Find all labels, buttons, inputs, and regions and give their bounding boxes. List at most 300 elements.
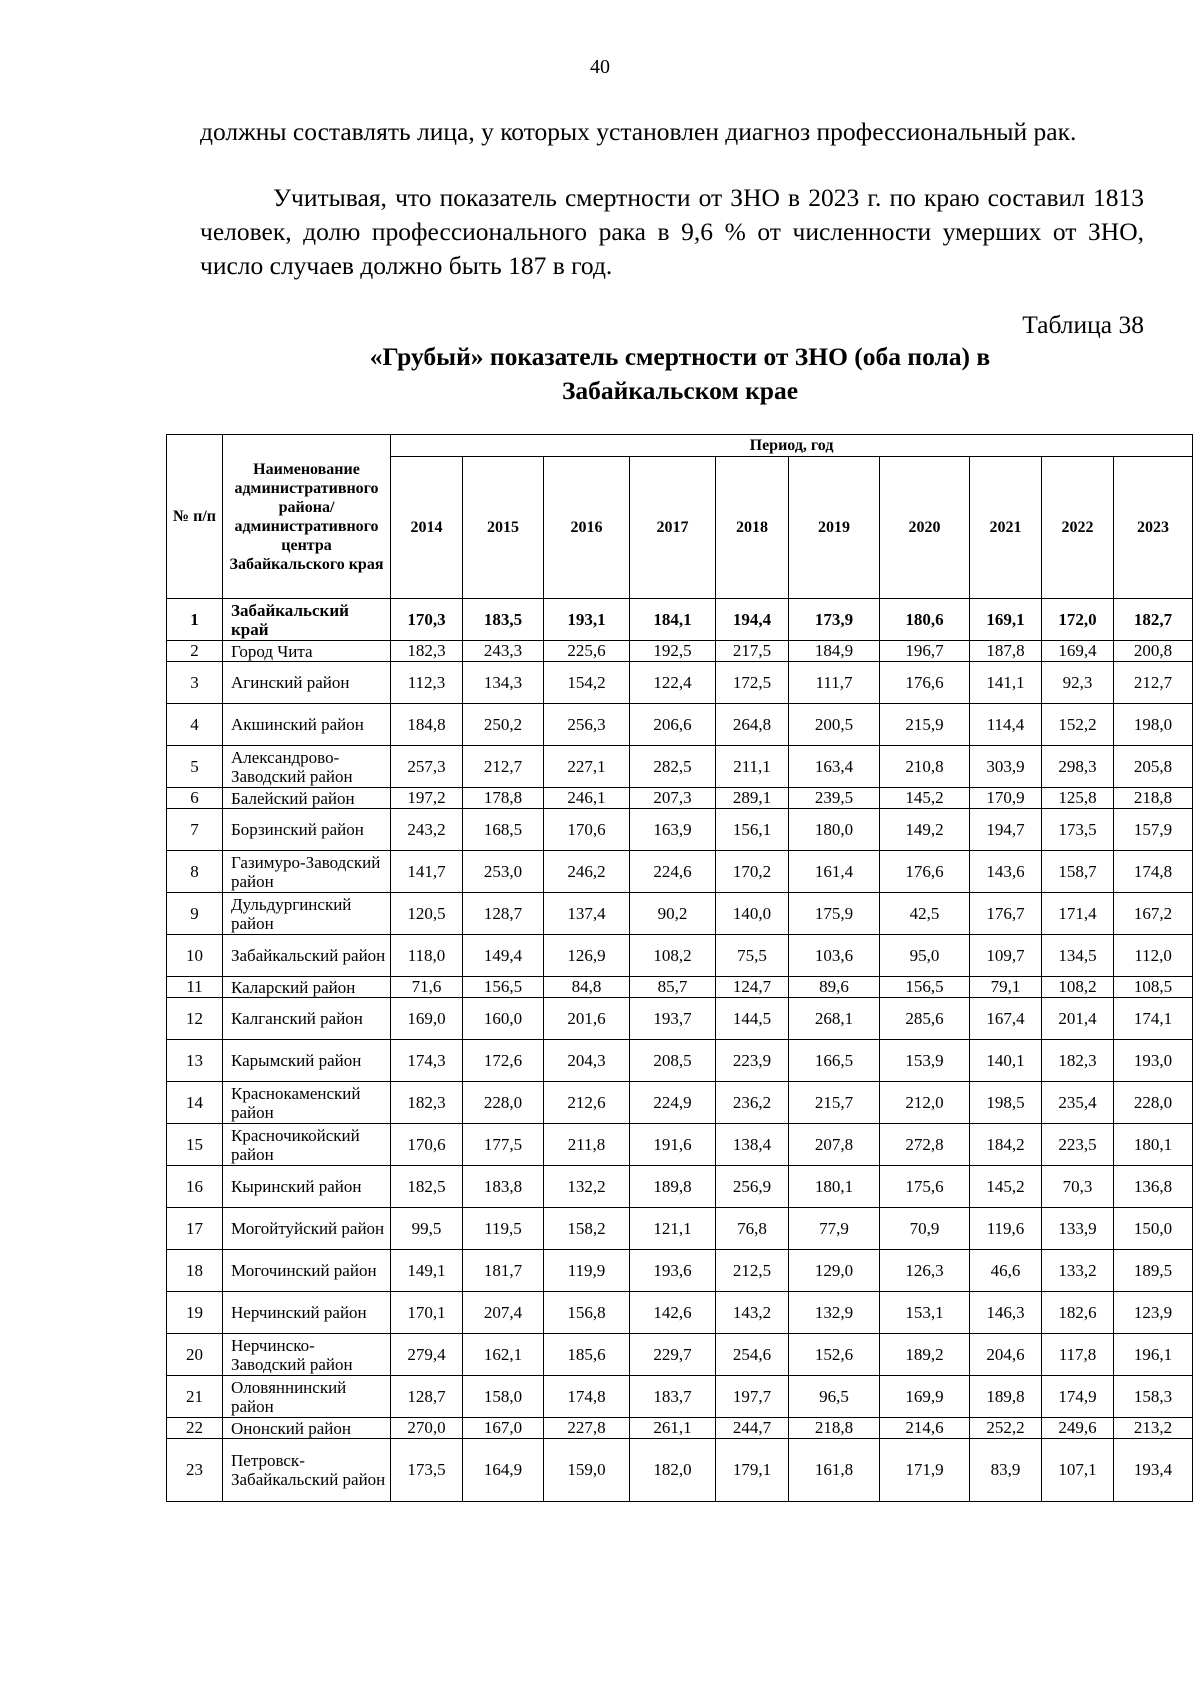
row-value: 158,2 bbox=[544, 1208, 630, 1250]
row-value: 196,1 bbox=[1114, 1334, 1193, 1376]
table-row bbox=[167, 1292, 1193, 1334]
row-value: 173,5 bbox=[1042, 809, 1114, 851]
row-value: 204,6 bbox=[970, 1334, 1042, 1376]
row-number: 21 bbox=[167, 1376, 223, 1418]
row-value: 197,7 bbox=[716, 1376, 789, 1418]
row-value: 243,3 bbox=[463, 641, 544, 662]
row-value: 169,0 bbox=[391, 998, 463, 1040]
row-value: 145,2 bbox=[880, 788, 970, 809]
row-value: 142,6 bbox=[630, 1292, 716, 1334]
row-value: 119,9 bbox=[544, 1250, 630, 1292]
row-value: 138,4 bbox=[716, 1124, 789, 1166]
row-value: 152,6 bbox=[789, 1334, 880, 1376]
row-value: 153,9 bbox=[880, 1040, 970, 1082]
row-value: 228,0 bbox=[1114, 1082, 1193, 1124]
row-value: 70,9 bbox=[880, 1208, 970, 1250]
row-value: 145,2 bbox=[970, 1166, 1042, 1208]
header-year: 2015 bbox=[463, 457, 544, 599]
row-value: 162,1 bbox=[463, 1334, 544, 1376]
table-row bbox=[167, 599, 1193, 641]
row-value: 174,3 bbox=[391, 1040, 463, 1082]
row-value: 150,0 bbox=[1114, 1208, 1193, 1250]
row-value: 282,5 bbox=[630, 746, 716, 788]
row-value: 92,3 bbox=[1042, 662, 1114, 704]
table-row bbox=[167, 851, 1193, 893]
table-row bbox=[167, 1439, 1193, 1502]
row-value: 192,5 bbox=[630, 641, 716, 662]
row-value: 180,1 bbox=[1114, 1124, 1193, 1166]
row-value: 212,7 bbox=[463, 746, 544, 788]
row-value: 144,5 bbox=[716, 998, 789, 1040]
row-value: 246,2 bbox=[544, 851, 630, 893]
table-row bbox=[167, 641, 1193, 662]
row-name: Оловяннинский район bbox=[223, 1376, 391, 1418]
header-year: 2017 bbox=[630, 457, 716, 599]
row-value: 123,9 bbox=[1114, 1292, 1193, 1334]
header-year: 2021 bbox=[970, 457, 1042, 599]
row-value: 119,6 bbox=[970, 1208, 1042, 1250]
row-value: 182,5 bbox=[391, 1166, 463, 1208]
row-value: 124,7 bbox=[716, 977, 789, 998]
row-name: Петровск-Забайкальский район bbox=[223, 1439, 391, 1502]
row-value: 136,8 bbox=[1114, 1166, 1193, 1208]
row-number: 15 bbox=[167, 1124, 223, 1166]
table-row bbox=[167, 1166, 1193, 1208]
row-value: 156,1 bbox=[716, 809, 789, 851]
row-value: 83,9 bbox=[970, 1439, 1042, 1502]
row-value: 224,6 bbox=[630, 851, 716, 893]
row-value: 197,2 bbox=[391, 788, 463, 809]
row-value: 169,4 bbox=[1042, 641, 1114, 662]
row-name: Красночикойский район bbox=[223, 1124, 391, 1166]
table-row bbox=[167, 1082, 1193, 1124]
row-value: 257,3 bbox=[391, 746, 463, 788]
row-value: 303,9 bbox=[970, 746, 1042, 788]
row-value: 149,1 bbox=[391, 1250, 463, 1292]
row-value: 79,1 bbox=[970, 977, 1042, 998]
row-value: 177,5 bbox=[463, 1124, 544, 1166]
row-value: 156,8 bbox=[544, 1292, 630, 1334]
row-value: 108,5 bbox=[1114, 977, 1193, 998]
row-value: 46,6 bbox=[970, 1250, 1042, 1292]
row-value: 134,3 bbox=[463, 662, 544, 704]
table-row bbox=[167, 704, 1193, 746]
row-number: 11 bbox=[167, 977, 223, 998]
row-value: 182,3 bbox=[391, 1082, 463, 1124]
row-number: 7 bbox=[167, 809, 223, 851]
table-title: «Грубый» показатель смертности от ЗНО (оба пола) в Забайкальском крае bbox=[369, 342, 991, 405]
row-value: 171,4 bbox=[1042, 893, 1114, 935]
table-row bbox=[167, 1418, 1193, 1439]
table-row bbox=[167, 1334, 1193, 1376]
row-value: 218,8 bbox=[1114, 788, 1193, 809]
header-year: 2022 bbox=[1042, 457, 1114, 599]
row-value: 167,2 bbox=[1114, 893, 1193, 935]
row-value: 173,5 bbox=[391, 1439, 463, 1502]
row-value: 108,2 bbox=[630, 935, 716, 977]
table-row bbox=[167, 809, 1193, 851]
row-value: 128,7 bbox=[463, 893, 544, 935]
row-value: 182,0 bbox=[630, 1439, 716, 1502]
row-value: 206,6 bbox=[630, 704, 716, 746]
paragraph-1: должны составлять лица, у которых установлен диагноз профессиональный рак. bbox=[200, 117, 1077, 146]
table-row bbox=[167, 1040, 1193, 1082]
table-row bbox=[167, 893, 1193, 935]
row-value: 122,4 bbox=[630, 662, 716, 704]
row-value: 189,5 bbox=[1114, 1250, 1193, 1292]
row-value: 207,4 bbox=[463, 1292, 544, 1334]
row-value: 140,1 bbox=[970, 1040, 1042, 1082]
row-value: 212,5 bbox=[716, 1250, 789, 1292]
row-name: Забайкальский район bbox=[223, 935, 391, 977]
row-number: 20 bbox=[167, 1334, 223, 1376]
row-number: 22 bbox=[167, 1418, 223, 1439]
row-number: 10 bbox=[167, 935, 223, 977]
row-value: 159,0 bbox=[544, 1439, 630, 1502]
row-value: 279,4 bbox=[391, 1334, 463, 1376]
row-value: 167,0 bbox=[463, 1418, 544, 1439]
row-value: 208,5 bbox=[630, 1040, 716, 1082]
row-value: 261,1 bbox=[630, 1418, 716, 1439]
row-name: Борзинский район bbox=[223, 809, 391, 851]
row-value: 175,9 bbox=[789, 893, 880, 935]
row-value: 157,9 bbox=[1114, 809, 1193, 851]
row-value: 217,5 bbox=[716, 641, 789, 662]
row-value: 172,5 bbox=[716, 662, 789, 704]
row-value: 298,3 bbox=[1042, 746, 1114, 788]
row-value: 126,3 bbox=[880, 1250, 970, 1292]
row-value: 154,2 bbox=[544, 662, 630, 704]
row-number: 8 bbox=[167, 851, 223, 893]
page-number: 40 bbox=[590, 56, 610, 78]
row-value: 176,6 bbox=[880, 662, 970, 704]
row-value: 170,6 bbox=[391, 1124, 463, 1166]
header-period: Период, год bbox=[391, 435, 1193, 457]
row-value: 170,2 bbox=[716, 851, 789, 893]
row-name: Газимуро-Заводский район bbox=[223, 851, 391, 893]
row-value: 149,4 bbox=[463, 935, 544, 977]
row-value: 176,6 bbox=[880, 851, 970, 893]
row-number: 12 bbox=[167, 998, 223, 1040]
row-value: 236,2 bbox=[716, 1082, 789, 1124]
table-body bbox=[167, 599, 1193, 1502]
row-value: 133,2 bbox=[1042, 1250, 1114, 1292]
row-number: 14 bbox=[167, 1082, 223, 1124]
row-value: 184,9 bbox=[789, 641, 880, 662]
row-value: 180,1 bbox=[789, 1166, 880, 1208]
row-value: 152,2 bbox=[1042, 704, 1114, 746]
row-value: 164,9 bbox=[463, 1439, 544, 1502]
table-row bbox=[167, 935, 1193, 977]
row-value: 182,7 bbox=[1114, 599, 1193, 641]
row-value: 149,2 bbox=[880, 809, 970, 851]
row-name: Александрово-Заводский район bbox=[223, 746, 391, 788]
row-value: 99,5 bbox=[391, 1208, 463, 1250]
header-year: 2018 bbox=[716, 457, 789, 599]
row-value: 249,6 bbox=[1042, 1418, 1114, 1439]
table-row bbox=[167, 1250, 1193, 1292]
row-value: 132,9 bbox=[789, 1292, 880, 1334]
row-value: 179,1 bbox=[716, 1439, 789, 1502]
row-value: 191,6 bbox=[630, 1124, 716, 1166]
row-value: 183,8 bbox=[463, 1166, 544, 1208]
row-value: 121,1 bbox=[630, 1208, 716, 1250]
row-value: 140,0 bbox=[716, 893, 789, 935]
row-value: 42,5 bbox=[880, 893, 970, 935]
row-value: 256,9 bbox=[716, 1166, 789, 1208]
row-value: 107,1 bbox=[1042, 1439, 1114, 1502]
row-number: 16 bbox=[167, 1166, 223, 1208]
row-value: 77,9 bbox=[789, 1208, 880, 1250]
row-value: 128,7 bbox=[391, 1376, 463, 1418]
header-name: Наименование административного района/ административного центра Забайкальского края bbox=[223, 435, 391, 599]
row-value: 111,7 bbox=[789, 662, 880, 704]
row-value: 272,8 bbox=[880, 1124, 970, 1166]
row-value: 182,6 bbox=[1042, 1292, 1114, 1334]
row-value: 173,9 bbox=[789, 599, 880, 641]
row-value: 182,3 bbox=[391, 641, 463, 662]
row-value: 175,6 bbox=[880, 1166, 970, 1208]
row-value: 187,8 bbox=[970, 641, 1042, 662]
row-value: 181,7 bbox=[463, 1250, 544, 1292]
row-value: 168,5 bbox=[463, 809, 544, 851]
row-value: 198,0 bbox=[1114, 704, 1193, 746]
row-value: 254,6 bbox=[716, 1334, 789, 1376]
row-value: 183,7 bbox=[630, 1376, 716, 1418]
row-value: 143,2 bbox=[716, 1292, 789, 1334]
row-value: 137,4 bbox=[544, 893, 630, 935]
row-value: 141,7 bbox=[391, 851, 463, 893]
row-value: 85,7 bbox=[630, 977, 716, 998]
row-name: Каларский район bbox=[223, 977, 391, 998]
header-year: 2016 bbox=[544, 457, 630, 599]
row-number: 1 bbox=[167, 599, 223, 641]
row-value: 141,1 bbox=[970, 662, 1042, 704]
row-number: 3 bbox=[167, 662, 223, 704]
row-number: 2 bbox=[167, 641, 223, 662]
row-value: 207,8 bbox=[789, 1124, 880, 1166]
row-value: 176,7 bbox=[970, 893, 1042, 935]
row-value: 108,2 bbox=[1042, 977, 1114, 998]
row-value: 76,8 bbox=[716, 1208, 789, 1250]
row-value: 174,8 bbox=[1114, 851, 1193, 893]
row-value: 132,2 bbox=[544, 1166, 630, 1208]
header-year: 2019 bbox=[789, 457, 880, 599]
row-name: Нерчинско-Заводский район bbox=[223, 1334, 391, 1376]
row-value: 180,0 bbox=[789, 809, 880, 851]
row-name: Могойтуйский район bbox=[223, 1208, 391, 1250]
row-name: Дульдургинский район bbox=[223, 893, 391, 935]
row-value: 90,2 bbox=[630, 893, 716, 935]
row-value: 200,8 bbox=[1114, 641, 1193, 662]
row-value: 184,2 bbox=[970, 1124, 1042, 1166]
row-value: 204,3 bbox=[544, 1040, 630, 1082]
header-year: 2023 bbox=[1114, 457, 1193, 599]
row-value: 160,0 bbox=[463, 998, 544, 1040]
row-value: 250,2 bbox=[463, 704, 544, 746]
row-value: 196,7 bbox=[880, 641, 970, 662]
row-value: 212,0 bbox=[880, 1082, 970, 1124]
row-value: 75,5 bbox=[716, 935, 789, 977]
row-value: 224,9 bbox=[630, 1082, 716, 1124]
row-value: 158,3 bbox=[1114, 1376, 1193, 1418]
row-value: 256,3 bbox=[544, 704, 630, 746]
row-value: 229,7 bbox=[630, 1334, 716, 1376]
row-value: 264,8 bbox=[716, 704, 789, 746]
row-value: 212,7 bbox=[1114, 662, 1193, 704]
row-value: 193,6 bbox=[630, 1250, 716, 1292]
paragraph-2: Учитывая, что показатель смертности от ЗНО в 2023 г. по краю составил 1813 человек, долю профессионального рака в 9,6 % от численности умерших от ЗНО, число случаев должно быть 187 в год. bbox=[200, 183, 1144, 280]
row-value: 189,2 bbox=[880, 1334, 970, 1376]
row-value: 212,6 bbox=[544, 1082, 630, 1124]
row-value: 156,5 bbox=[463, 977, 544, 998]
row-value: 189,8 bbox=[630, 1166, 716, 1208]
row-value: 289,1 bbox=[716, 788, 789, 809]
row-value: 239,5 bbox=[789, 788, 880, 809]
row-value: 118,0 bbox=[391, 935, 463, 977]
row-value: 156,5 bbox=[880, 977, 970, 998]
row-value: 243,2 bbox=[391, 809, 463, 851]
row-value: 193,0 bbox=[1114, 1040, 1193, 1082]
row-value: 163,9 bbox=[630, 809, 716, 851]
row-value: 172,6 bbox=[463, 1040, 544, 1082]
row-value: 174,1 bbox=[1114, 998, 1193, 1040]
row-value: 182,3 bbox=[1042, 1040, 1114, 1082]
row-value: 193,1 bbox=[544, 599, 630, 641]
row-value: 183,5 bbox=[463, 599, 544, 641]
row-value: 185,6 bbox=[544, 1334, 630, 1376]
row-name: Карымский район bbox=[223, 1040, 391, 1082]
row-value: 227,8 bbox=[544, 1418, 630, 1439]
row-value: 198,5 bbox=[970, 1082, 1042, 1124]
row-value: 95,0 bbox=[880, 935, 970, 977]
row-value: 184,1 bbox=[630, 599, 716, 641]
row-value: 193,4 bbox=[1114, 1439, 1193, 1502]
table-row bbox=[167, 1208, 1193, 1250]
row-value: 125,8 bbox=[1042, 788, 1114, 809]
row-value: 225,6 bbox=[544, 641, 630, 662]
row-value: 213,2 bbox=[1114, 1418, 1193, 1439]
row-value: 119,5 bbox=[463, 1208, 544, 1250]
row-value: 200,5 bbox=[789, 704, 880, 746]
header-num: № п/п bbox=[167, 435, 223, 599]
row-value: 223,5 bbox=[1042, 1124, 1114, 1166]
row-name: Агинский район bbox=[223, 662, 391, 704]
row-value: 268,1 bbox=[789, 998, 880, 1040]
header-year: 2014 bbox=[391, 457, 463, 599]
row-value: 201,6 bbox=[544, 998, 630, 1040]
row-name: Могочинский район bbox=[223, 1250, 391, 1292]
row-value: 201,4 bbox=[1042, 998, 1114, 1040]
row-number: 23 bbox=[167, 1439, 223, 1502]
row-value: 126,9 bbox=[544, 935, 630, 977]
table-row bbox=[167, 746, 1193, 788]
row-value: 235,4 bbox=[1042, 1082, 1114, 1124]
row-name: Краснокаменский район bbox=[223, 1082, 391, 1124]
row-value: 170,6 bbox=[544, 809, 630, 851]
row-name: Ононский район bbox=[223, 1418, 391, 1439]
row-number: 19 bbox=[167, 1292, 223, 1334]
row-number: 4 bbox=[167, 704, 223, 746]
row-number: 9 bbox=[167, 893, 223, 935]
row-value: 96,5 bbox=[789, 1376, 880, 1418]
row-value: 227,1 bbox=[544, 746, 630, 788]
row-number: 17 bbox=[167, 1208, 223, 1250]
row-value: 146,3 bbox=[970, 1292, 1042, 1334]
row-value: 170,9 bbox=[970, 788, 1042, 809]
row-value: 109,7 bbox=[970, 935, 1042, 977]
row-name: Нерчинский район bbox=[223, 1292, 391, 1334]
row-value: 129,0 bbox=[789, 1250, 880, 1292]
row-value: 134,5 bbox=[1042, 935, 1114, 977]
row-value: 193,7 bbox=[630, 998, 716, 1040]
row-value: 205,8 bbox=[1114, 746, 1193, 788]
row-value: 169,1 bbox=[970, 599, 1042, 641]
row-value: 194,7 bbox=[970, 809, 1042, 851]
row-name: Калганский район bbox=[223, 998, 391, 1040]
row-value: 169,9 bbox=[880, 1376, 970, 1418]
row-value: 285,6 bbox=[880, 998, 970, 1040]
row-value: 143,6 bbox=[970, 851, 1042, 893]
row-value: 218,8 bbox=[789, 1418, 880, 1439]
row-value: 174,9 bbox=[1042, 1376, 1114, 1418]
row-value: 117,8 bbox=[1042, 1334, 1114, 1376]
row-value: 167,4 bbox=[970, 998, 1042, 1040]
row-value: 163,4 bbox=[789, 746, 880, 788]
row-value: 112,0 bbox=[1114, 935, 1193, 977]
table-row bbox=[167, 998, 1193, 1040]
row-value: 153,1 bbox=[880, 1292, 970, 1334]
row-name: Балейский район bbox=[223, 788, 391, 809]
row-value: 223,9 bbox=[716, 1040, 789, 1082]
row-value: 215,9 bbox=[880, 704, 970, 746]
row-number: 6 bbox=[167, 788, 223, 809]
row-value: 103,6 bbox=[789, 935, 880, 977]
row-name: Акшинский район bbox=[223, 704, 391, 746]
row-value: 207,3 bbox=[630, 788, 716, 809]
row-value: 70,3 bbox=[1042, 1166, 1114, 1208]
row-value: 174,8 bbox=[544, 1376, 630, 1418]
row-value: 158,0 bbox=[463, 1376, 544, 1418]
row-value: 194,4 bbox=[716, 599, 789, 641]
row-value: 270,0 bbox=[391, 1418, 463, 1439]
row-name: Город Чита bbox=[223, 641, 391, 662]
row-number: 5 bbox=[167, 746, 223, 788]
mortality-table bbox=[166, 434, 1193, 1502]
table-row bbox=[167, 977, 1193, 998]
row-value: 89,6 bbox=[789, 977, 880, 998]
table-row bbox=[167, 788, 1193, 809]
row-name: Кыринский район bbox=[223, 1166, 391, 1208]
row-value: 84,8 bbox=[544, 977, 630, 998]
row-value: 178,8 bbox=[463, 788, 544, 809]
row-value: 166,5 bbox=[789, 1040, 880, 1082]
table-row bbox=[167, 662, 1193, 704]
row-value: 114,4 bbox=[970, 704, 1042, 746]
row-value: 161,4 bbox=[789, 851, 880, 893]
row-value: 71,6 bbox=[391, 977, 463, 998]
row-value: 211,1 bbox=[716, 746, 789, 788]
row-value: 214,6 bbox=[880, 1418, 970, 1439]
row-value: 211,8 bbox=[544, 1124, 630, 1166]
row-value: 170,1 bbox=[391, 1292, 463, 1334]
row-value: 120,5 bbox=[391, 893, 463, 935]
row-value: 184,8 bbox=[391, 704, 463, 746]
row-value: 189,8 bbox=[970, 1376, 1042, 1418]
row-value: 180,6 bbox=[880, 599, 970, 641]
row-number: 18 bbox=[167, 1250, 223, 1292]
row-value: 171,9 bbox=[880, 1439, 970, 1502]
